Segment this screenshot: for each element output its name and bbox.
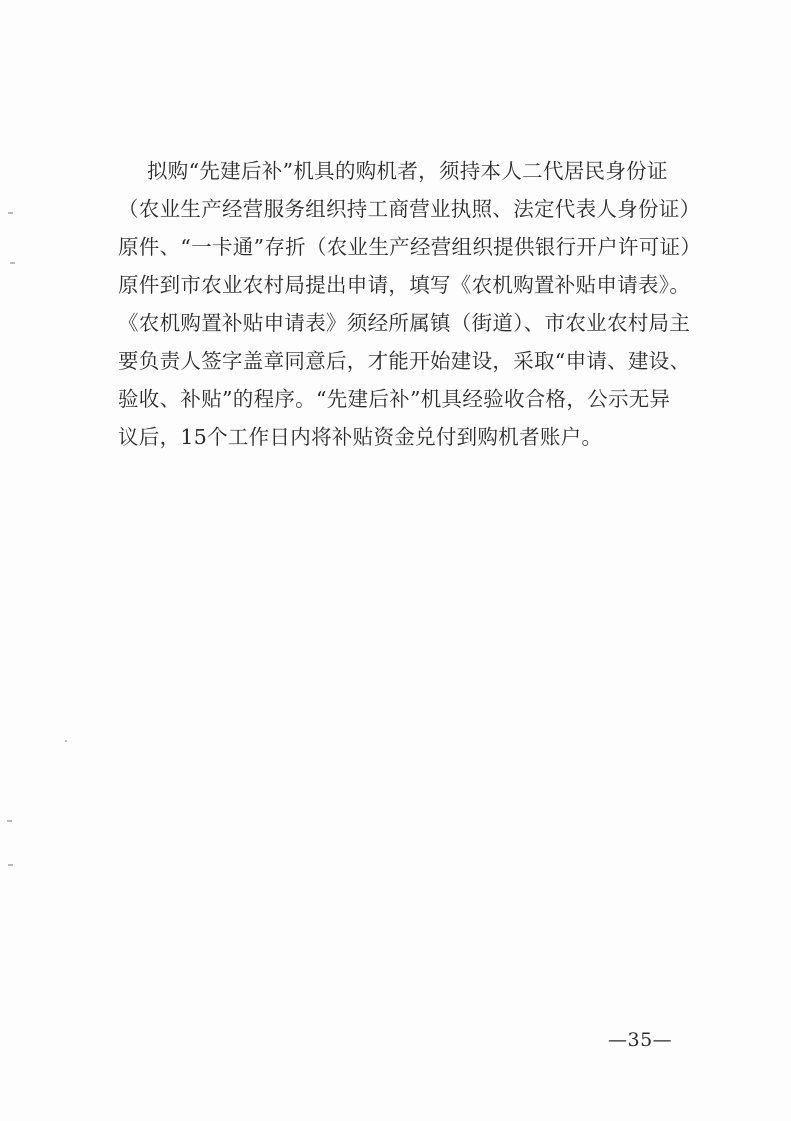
paragraph-line: 拟购“先建后补”机具的购机者，须持本人二代居民身份证	[147, 159, 668, 183]
body-paragraph	[118, 152, 702, 456]
scan-mark	[7, 820, 12, 822]
scan-mark	[10, 262, 15, 264]
scan-mark	[8, 864, 13, 866]
paragraph-line: 原件、“一卡通”存折（农业生产经营组织提供银行开户许可证）	[118, 235, 702, 259]
paragraph-line: 验收、补贴”的程序。“先建后补”机具经验收合格，公示无异	[118, 387, 671, 411]
scan-mark	[65, 740, 67, 742]
paragraph-line: 《农机购置补贴申请表》须经所属镇（街道）、市农业农村局主	[118, 311, 691, 335]
page-number: —35—	[608, 1029, 673, 1051]
paragraph-line: 原件到市农业农村局提出申请，填写《农机购置补贴申请表》。	[118, 273, 691, 297]
scan-mark	[8, 212, 13, 214]
paragraph-line: 要负责人签字盖章同意后，才能开始建设，采取“申请、建设、	[118, 349, 691, 373]
paragraph-line: （农业生产经营服务组织持工商营业执照、法定代表人身份证）	[118, 197, 701, 221]
paragraph-line: 议后，15个工作日内将补贴资金兑付到购机者账户。	[118, 425, 603, 449]
